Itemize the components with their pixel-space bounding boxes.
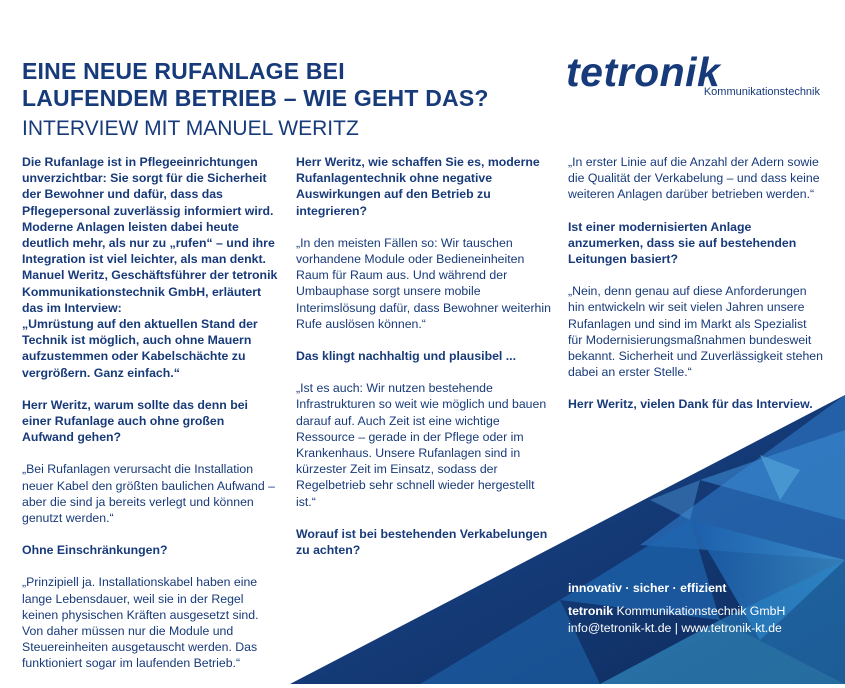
answer-5: „In erster Linie auf die Anzahl der Adern sowie die Qualität der Verkabelung – und dass keine weiteren Anlagen darüber betrieben werden.“	[568, 155, 820, 202]
question-1: Herr Weritz, warum sollte das denn bei einer Rufanlage auch ohne großen Aufwand gehen?	[22, 397, 248, 445]
logo-tagline: Kommunikationstechnik	[703, 86, 820, 98]
question-6: Ist einer modernisierten Anlage anzumerken, dass sie auf bestehenden Leitungen basiert?	[568, 219, 797, 267]
question-2: Ohne Einschränkungen?	[22, 543, 168, 558]
answer-2: „Prinzipiell ja. Installationskabel haben eine lange Lebensdauer, weil sie in der Regel keinen physischen Kräften ausgesetzt sind. Von daher müssen nur die Module und Steuereinheiten ausgetauscht werden. Das funktioniert sogar im laufenden Betrieb.“	[22, 575, 259, 671]
company-logo	[566, 49, 820, 98]
footer-contact-block	[568, 580, 785, 637]
page-title	[22, 58, 489, 112]
answer-3: „In den meisten Fällen so: Wir tauschen vorhandene Module oder Bedieneinheiten Raum für Raum aus. Und während der Umbauphase sorgt unsere mobile Interimslösung dafür, dass Bewohner weiterhin Rufe auslösen können.“	[296, 235, 551, 331]
title-line-1: EINE NEUE RUFANLAGE BEI	[22, 58, 345, 84]
intro-quote: „Umrüstung auf den aktuellen Stand der Technik ist möglich, auch ohne Mauern aufzustemmen oder Kabelschächte zu vergrößern. Ganz einfach.“	[22, 317, 258, 380]
column-3	[568, 154, 824, 429]
answer-1: „Bei Rufanlagen verursacht die Installation neuer Kabel den größten baulichen Aufwand – aber die sind ja bereits verlegt und können genutzt werden.“	[22, 462, 275, 526]
footer-company-bold: tetronik	[568, 604, 614, 618]
answer-6: „Nein, denn genau auf diese Anforderungen hin entwickeln wir seit vielen Jahren unsere Rufanlagen und sind im Markt als Spezialist für Modernisierungsmaßnahmen bundesweit bekannt. Sicherheit und Zuverlässigkeit stehen dabei an erster Stelle.“	[568, 284, 823, 380]
footer-tagline: innovativ · sicher · effizient	[568, 581, 727, 595]
logo-wordmark: tetronik	[566, 49, 721, 95]
question-5: Worauf ist bei bestehenden Verkabelungen zu achten?	[296, 526, 548, 558]
column-2	[296, 154, 554, 574]
answer-4: „Ist es auch: Wir nutzen bestehende Infrastrukturen so weit wie möglich und bauen darauf auf. Auch Zeit ist eine wichtige Ressource – gerade in der Pflege oder im Krankenhaus. Unsere Rufanlagen sind in kürzester Zeit im Einsatz, sodass der Regelbetrieb sehr schnell wieder hergestellt ist.“	[296, 381, 547, 509]
page-subtitle: INTERVIEW MIT MANUEL WERITZ	[22, 117, 359, 140]
question-4: Das klingt nachhaltig und plausibel ...	[296, 349, 517, 364]
question-3: Herr Weritz, wie schaffen Sie es, moderne Rufanlagentechnik ohne negative Auswirkungen auf den Betrieb zu integrieren?	[296, 155, 540, 218]
footer-company-rest: Kommunikationstechnik GmbH	[616, 604, 786, 618]
footer-company	[568, 603, 785, 620]
column-1	[22, 154, 278, 688]
intro-text: Die Rufanlage ist in Pflegeeinrichtungen unverzichtbar: Sie sorgt für die Sicherheit der Bewohner und dafür, dass das Pflegepersonal zuverlässig informiert wird. Moderne Anlagen leisten dabei heute deutlich mehr, als nur zu „rufen“ – und ihre Integration ist viel leichter, als man denkt. Manuel Weritz, Geschäftsführer der tetronik Kommunikationstechnik GmbH, erläutert das im Interview:	[22, 155, 278, 315]
closing-line: Herr Weritz, vielen Dank für das Interview.	[568, 397, 813, 412]
footer-contact[interactable]: info@tetronik-kt.de | www.tetronik-kt.de	[568, 621, 782, 635]
title-line-2: LAUFENDEM BETRIEB – WIE GEHT DAS?	[22, 85, 489, 111]
